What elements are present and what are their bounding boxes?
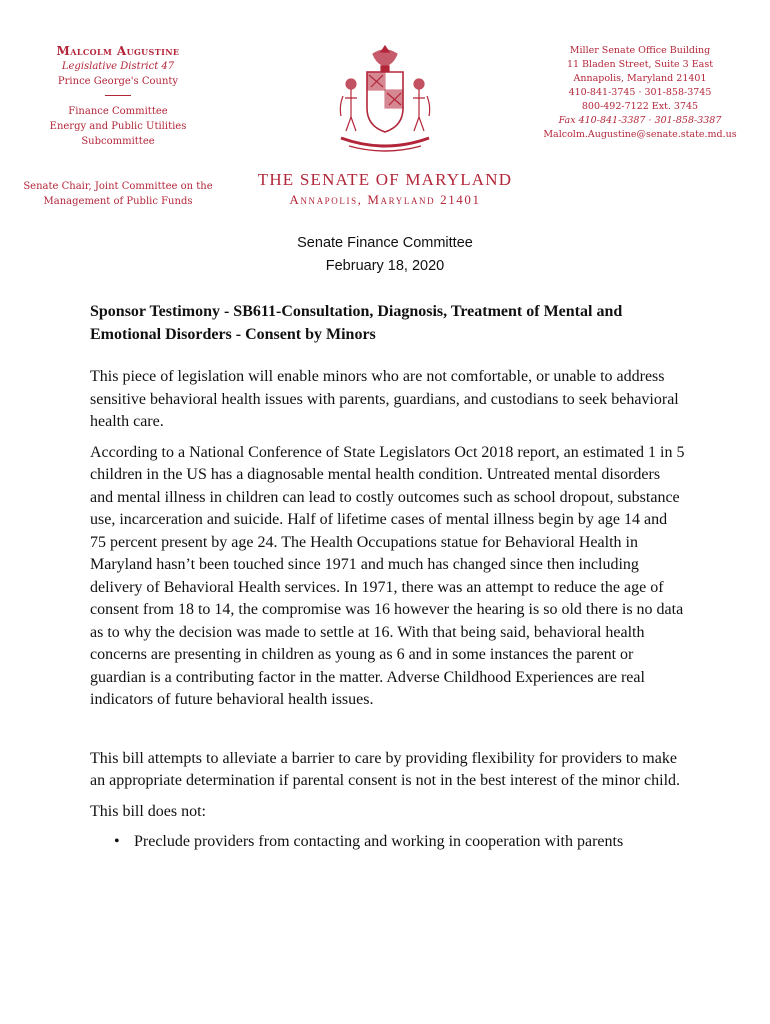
- hearing-date: February 18, 2020: [325, 258, 445, 274]
- senator-name: Malcolm Augustine: [56, 44, 180, 58]
- list-item: [90, 831, 685, 854]
- committee: Finance Committee: [68, 106, 168, 117]
- fax-line: Fax 410-841-3387 · 301-858-3387: [558, 115, 722, 126]
- city-address: Annapolis, Maryland 21401: [573, 73, 707, 84]
- hearing-header: [0, 232, 770, 278]
- maryland-seal-icon: [331, 42, 439, 160]
- testimony-body: [90, 300, 685, 854]
- bullet-icon: •: [114, 833, 120, 850]
- phone-line-1: 410-841-3745 · 301-858-3745: [568, 87, 712, 98]
- letterhead-right: [540, 44, 740, 142]
- senate-city: Annapolis, Maryland 21401: [289, 192, 481, 207]
- county: Prince George's County: [57, 76, 179, 87]
- committee-name: Senate Finance Committee: [297, 235, 473, 251]
- divider: [105, 95, 131, 96]
- senate-title: THE SENATE OF MARYLAND: [257, 170, 513, 189]
- paragraph-purpose: This bill attempts to alleviate a barrier to care by providing flexibility for providers to make an appropriate determination if parental consent is not in the best interest of the minor child.: [90, 749, 681, 789]
- testimony-heading: Sponsor Testimony - SB611-Consultation, Diagnosis, Treatment of Mental and Emotional Disorders - Consent by Minors: [90, 303, 623, 343]
- paragraph-background: According to a National Conference of State Legislators Oct 2018 report, an estimated 1 in 5 children in the US has a diagnosable mental health condition. Untreated mental disorders and mental illness in children can lead to costly outcomes such as school dropout, substance use, incarceration and suicide. Half of lifetime cases of mental illness begin by age 14 and 75 percent present by age 24. The Health Occupations statue for Behavioral Health in Maryland hasn’t been touched since 1971 and much has changed since then including delivery of Behavioral Health services. In 1971, there was an attempt to reduce the age of consent from 18 to 14, the compromise was 16 however the hearing is so old there is no data as to why the decision was made to settle at 16. With that being said, behavioral health concerns are presenting in children as young as 6 and in some instances the parent or guardian is a contributing factor in the matter. Adverse Childhood Experiences are real indicators of future behavioral health issues.: [90, 443, 685, 708]
- chair-line-1: Senate Chair, Joint Committee on the: [23, 181, 213, 192]
- street-address: 11 Bladen Street, Suite 3 East: [566, 59, 714, 70]
- phone-line-2: 800-492-7122 Ext. 3745: [581, 101, 699, 112]
- email: Malcolm.Augustine@senate.state.md.us: [543, 129, 737, 140]
- chair-line-2: Management of Public Funds: [43, 196, 193, 207]
- paragraph-does-not: This bill does not:: [90, 802, 206, 820]
- paragraph-intro: This piece of legislation will enable minors who are not comfortable, or unable to address sensitive behavioral health issues with parents, guardians, and custodians to seek behavioral health care.: [90, 368, 679, 430]
- office-building: Miller Senate Office Building: [569, 45, 711, 56]
- subcommittee: Energy and Public Utilities Subcommittee: [49, 121, 187, 147]
- bullet-text: Preclude providers from contacting and working in cooperation with parents: [134, 833, 624, 850]
- district: Legislative District 47: [61, 61, 175, 72]
